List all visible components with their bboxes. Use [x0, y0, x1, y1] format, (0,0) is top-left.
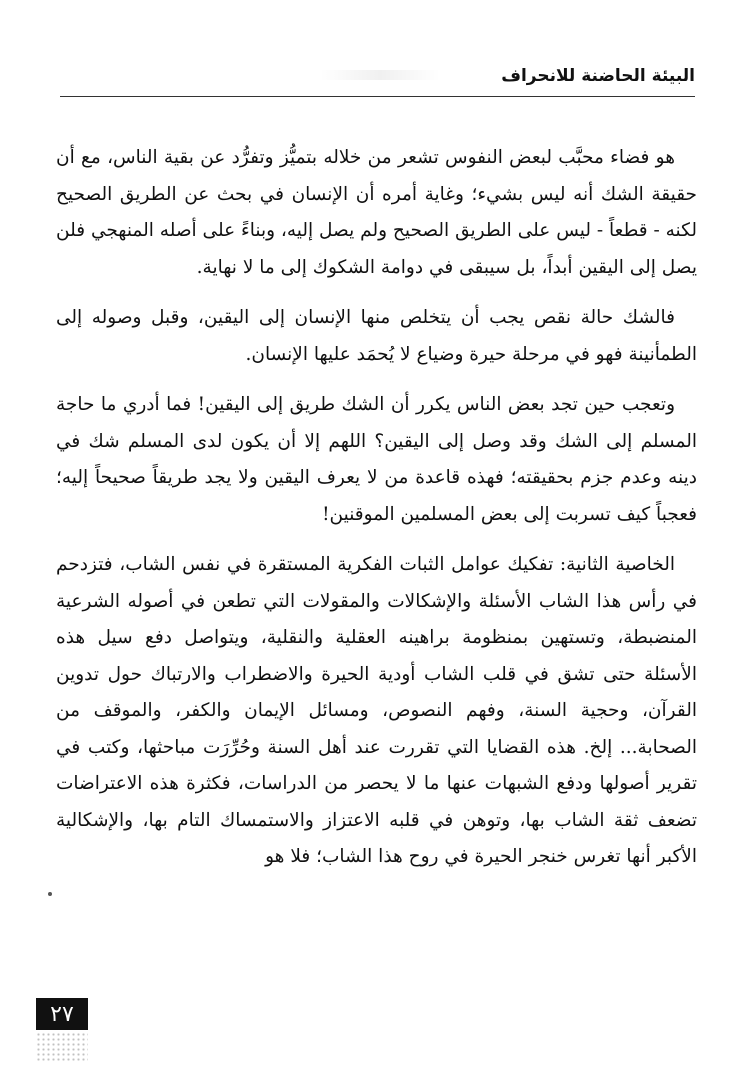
paragraph: وتعجب حين تجد بعض الناس يكرر أن الشك طريق إلى اليقين! فما أدري ما حاجة المسلم إلى الشك وقد وصل إلى اليقين؟ اللهم إلا أن يكون لدى المسلم شك في دينه وعدم جزم بحقيقته؛ فهذه قاعدة من لا يعرف اليقين ولا يجد طريقاً صحيحاً إليه؛ فعجباً كيف تسربت إلى بعض المسلمين الموقنين!: [56, 394, 697, 525]
header-divider: [60, 96, 695, 97]
print-bleed-smudge: [320, 70, 440, 80]
margin-speck: [48, 892, 52, 896]
paragraph: هو فضاء محبَّب لبعض النفوس تشعر من خلاله بتميُّز وتفرُّد عن بقية الناس، مع أن حقيقة الشك أنه ليس بشيء؛ وغاية أمره أن الإنسان في بحث عن الطريق الصحيح لكنه - قطعاً - ليس على الطريق الصحيح ولم يصل إليه، وبناءً على أصله المنهجي فلن يصل إلى اليقين أبداً، بل سيبقى في دوامة الشكوك إلى ما لا نهاية.: [56, 147, 697, 278]
scan-noise-pattern: [36, 1032, 88, 1062]
paragraph: الخاصية الثانية: تفكيك عوامل الثبات الفكرية المستقرة في نفس الشاب، فتزدحم في رأس هذا الشاب الأسئلة والإشكالات والمقولات التي تطعن في أصوله الشرعية المنضبطة، وتستهين بمنظومة براهينه العقلية والنقلية، ويتواصل دفع سيل هذه الأسئلة حتى تشق في قلب الشاب أودية الحيرة والاضطراب والارتباك حول تدوين القرآن، وحجية السنة، وفهم النصوص، ومسائل الإيمان والكفر، والموقف من الصحابة... إلخ. هذه القضايا التي تقررت عند أهل السنة وحُرِّرَت مباحثها، وكتب في تقرير أصولها ودفع الشبهات عنها ما لا يحصر من الدراسات، فكثرة هذه الاعتراضات تضعف ثقة الشاب بها، وتوهن في قلبه الاعتزاز والاستمساك التام بها، والإشكالية الأكبر أنها تغرس خنجر الحيرة في روح هذا الشاب؛ فلا هو: [56, 554, 697, 867]
running-header-title: البيئة الحاضنة للانحراف: [501, 66, 695, 86]
page-body: [56, 140, 697, 890]
page-number: ٢٧: [36, 998, 88, 1030]
paragraph: فالشك حالة نقص يجب أن يتخلص منها الإنسان إلى اليقين، وقبل وصوله إلى الطمأنينة فهو في مرحلة حيرة وضياع لا يُحمَد عليها الإنسان.: [56, 307, 697, 365]
